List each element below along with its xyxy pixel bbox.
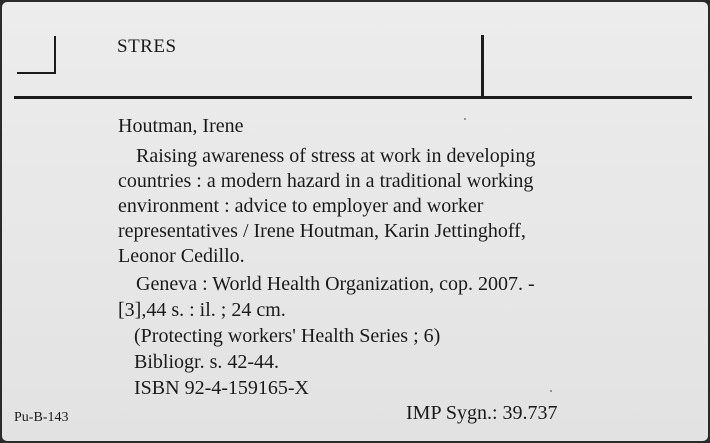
title-line-4: representatives / Irene Houtman, Karin Jettinghoff, xyxy=(118,220,526,242)
series-note: (Protecting workers' Health Series ; 6) xyxy=(134,325,441,347)
call-number: IMP Sygn.: 39.737 xyxy=(406,402,558,424)
title-line-1: Raising awareness of stress at work in developing xyxy=(136,145,536,167)
heading-divider-vertical xyxy=(481,35,484,97)
title-line-3: environment : advice to employer and worker xyxy=(118,195,484,217)
imprint-line-1: Geneva : World Health Organization, cop. 2007. - xyxy=(136,273,535,295)
corner-mark-horizontal xyxy=(17,72,56,74)
title-line-5: Leonor Cedillo. xyxy=(118,245,245,267)
paper-speck xyxy=(550,390,552,392)
imprint-line-2: [3],44 s. : il. ; 24 cm. xyxy=(118,299,286,321)
heading-divider-horizontal xyxy=(14,96,692,99)
corner-mark-vertical xyxy=(54,36,56,74)
title-line-2: countries : a modern hazard in a traditional working xyxy=(118,170,534,192)
isbn-note: ISBN 92-4-159165-X xyxy=(134,377,309,399)
author-entry: Houtman, Irene xyxy=(118,115,244,137)
bibliography-note: Bibliogr. s. 42-44. xyxy=(134,351,280,373)
subject-heading: STRES xyxy=(117,36,177,57)
catalog-card xyxy=(2,2,708,441)
card-code: Pu-B-143 xyxy=(14,410,69,425)
paper-speck xyxy=(464,118,466,120)
